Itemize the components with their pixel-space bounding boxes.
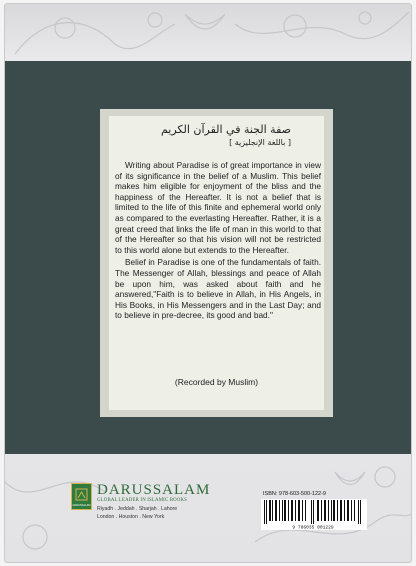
isbn-label: ISBN: 978-603-500-122-9 — [263, 491, 326, 497]
blurb-paragraph: Writing about Paradise is of great importance in view of its significance in the belief of a Muslim. This belief makes him eligible for enjoyment of the bliss and the happiness of the Hereafter. It is not a belief that is limited to the life of this finite and ephemeral world only as compared to the everlasting Hereafter. Rather, it is a great creed that links the life of man in this world to that of the Hereafter so that his vision will not be restricted to this world alone but extends to the Hereafter. — [115, 160, 321, 255]
arabic-subtitle: [ باللغة الإنجليزية ] — [229, 138, 291, 147]
publisher-name: DARUSSALAM — [97, 482, 211, 498]
floral-ornament-top — [5, 4, 412, 62]
publisher-tagline: GLOBAL LEADER IN ISLAMIC BOOKS — [97, 498, 188, 503]
barcode-digits: 9 786035 001229 — [292, 525, 334, 530]
cities-line-2: London . Houston . New York — [97, 514, 165, 520]
blurb-text — [115, 160, 321, 323]
barcode — [261, 499, 367, 530]
book-back-cover — [4, 3, 412, 563]
darussalam-logo-icon — [71, 483, 92, 510]
arabic-title: صفة الجنة في القرآن الكريم — [160, 123, 291, 136]
logo-badge-text: DARUSSALAM — [72, 504, 91, 507]
cities-line-1: Riyadh . Jeddah . Sharjah . Lahore — [97, 506, 178, 512]
barcode-bars — [261, 499, 367, 530]
hadith-source: (Recorded by Muslim) — [174, 377, 259, 387]
publisher-cities — [97, 505, 247, 521]
blurb-paragraph: Belief in Paradise is one of the fundamentals of faith. The Messenger of Allah, blessings and peace of Allah be upon him, was asked about faith and he answered,"Faith is to believe in Allah, in His Angels, in His Books, in His Messengers and in the Last Day; and to believe in pre-decree, its good and bad." — [115, 257, 321, 321]
